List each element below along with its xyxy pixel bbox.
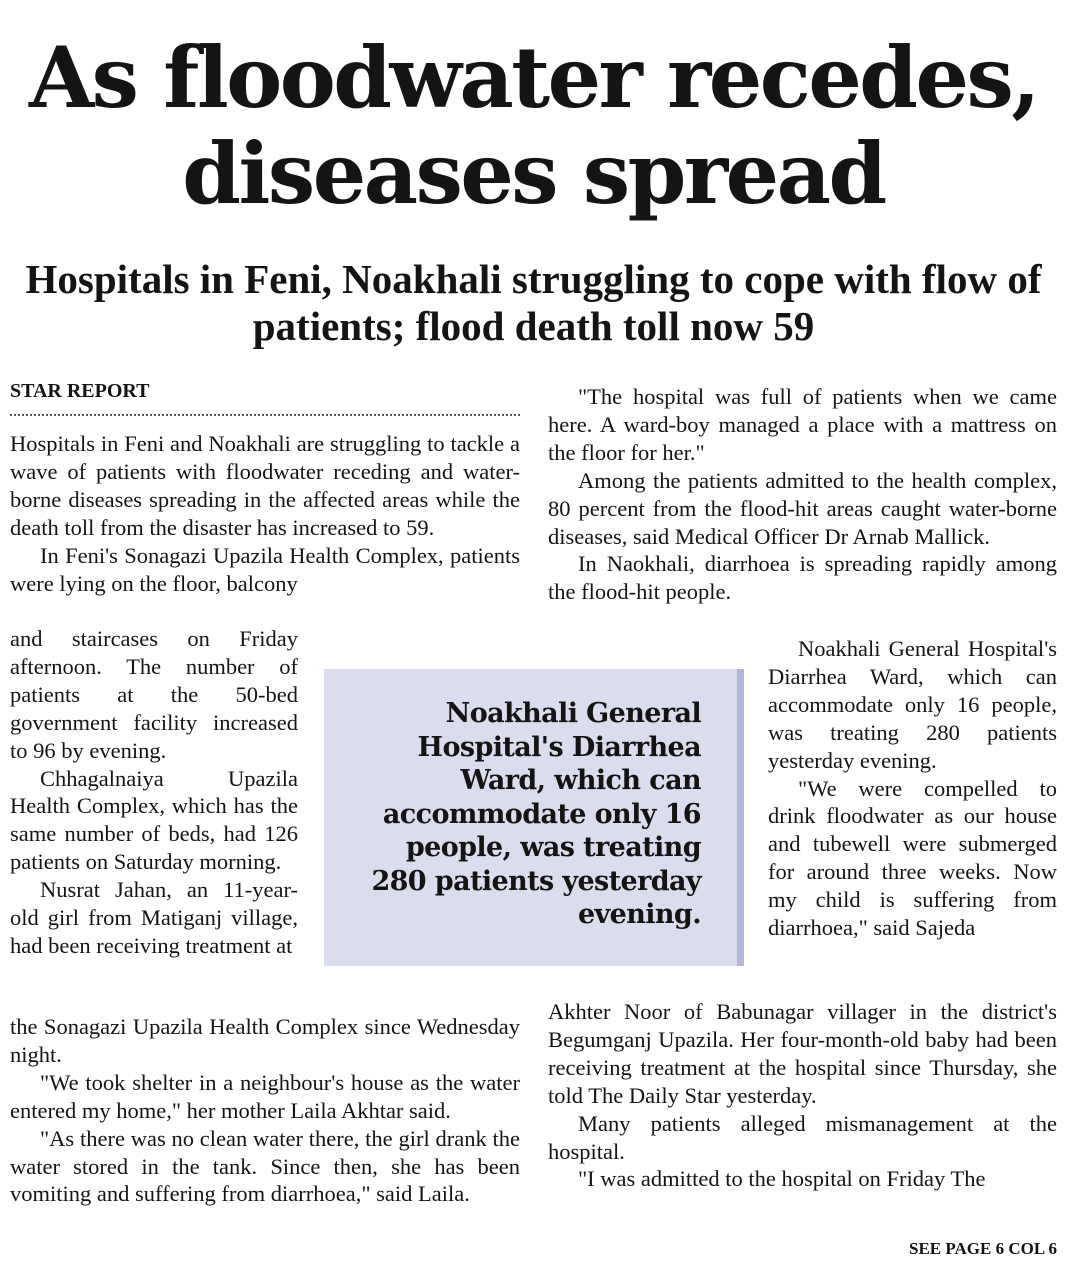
paragraph-among-patients: Among the patients admitted to the health complex, 80 percent from the flood-hit areas caught water-borne diseases, said Medical Officer Dr Arnab Mallick. [548,467,1057,549]
paragraph-hospital-full: "The hospital was full of patients when we came here. A ward-boy managed a place with a mattress on the floor for her." [548,384,1057,465]
paragraph-quote-rest: Akhter Noor of Babunagar villager in the district's Begumganj Upazila. Her four-month-old baby had been receiving treatment at the hospital since Thursday, she told The Daily Star yesterday. [548,999,1057,1108]
column-1-wrap [10,625,298,960]
continuation-jump: SEE PAGE 6 COL 6 [909,1239,1057,1258]
paragraph-nusrat-rest: the Sonagazi Upazila Health Complex since Wednesday night. [10,1014,520,1067]
pull-quote-box [324,669,744,966]
paragraph-mismanagement: Many patients alleged mismanagement at the hospital. [548,1110,1057,1164]
paragraph-quote-lead: "We were compelled to drink floodwater as our house and tubewell were submerged for around three weeks. Now my child is suffering from diarrhoea," said Sajeda [768,775,1057,941]
paragraph-naokhali: In Naokhali, diarrhoea is spreading rapidly among the flood-hit people. [548,551,1057,605]
column-2-bottom [548,998,1057,1193]
byline: STAR REPORT [10,378,520,416]
paragraph-intro: Hospitals in Feni and Noakhali are struggling to tackle a wave of patients with floodwater receding and water-borne diseases spreading in the affected areas while the death toll from the disaster has increased to 59. [10,431,520,540]
paragraph-chhagalnaiya: Chhagalnaiya Upazila Health Complex, which has the same number of beds, had 126 patients on Saturday morning. [10,765,298,875]
paragraph-feni-rest: and staircases on Friday afternoon. The number of patients at the 50-bed government facility increased to 96 by evening. [10,626,298,763]
paragraph-ward: Noakhali General Hospital's Diarrhea Ward, which can accommodate only 16 people, was treating 280 patients yesterday evening. [768,636,1057,773]
paragraph-feni-lead: In Feni's Sonagazi Upazila Health Complex, patients were lying on the floor, balcony [10,542,520,596]
paragraph-clean-water: "As there was no clean water there, the girl drank the water stored in the tank. Since then, she has been vomiting and suffering from diarrhoea," said Laila. [10,1125,520,1207]
column-1-bottom [10,1013,520,1208]
deck: Hospitals in Feni, Noakhali struggling to cope with flow of patients; flood death toll now 59 [25,256,1042,349]
column-2-top [548,383,1057,606]
column-1-top [10,430,520,597]
paragraph-shelter: "We took shelter in a neighbour's house as the water entered my home," her mother Laila Akhtar said. [10,1069,520,1123]
pull-quote: Noakhali General Hospital's Diarrhea Ward, which can accommodate only 16 people, was treating 280 patients yesterday evening. [371,698,701,930]
headline: As floodwater recedes, diseases spread [28,28,1039,223]
paragraph-friday: "I was admitted to the hospital on Friday The [578,1166,986,1192]
paragraph-nusrat-lead: Nusrat Jahan, an 11-year-old girl from Matiganj village, had been receiving treatment at [10,877,298,958]
column-2-wrap [768,635,1057,942]
